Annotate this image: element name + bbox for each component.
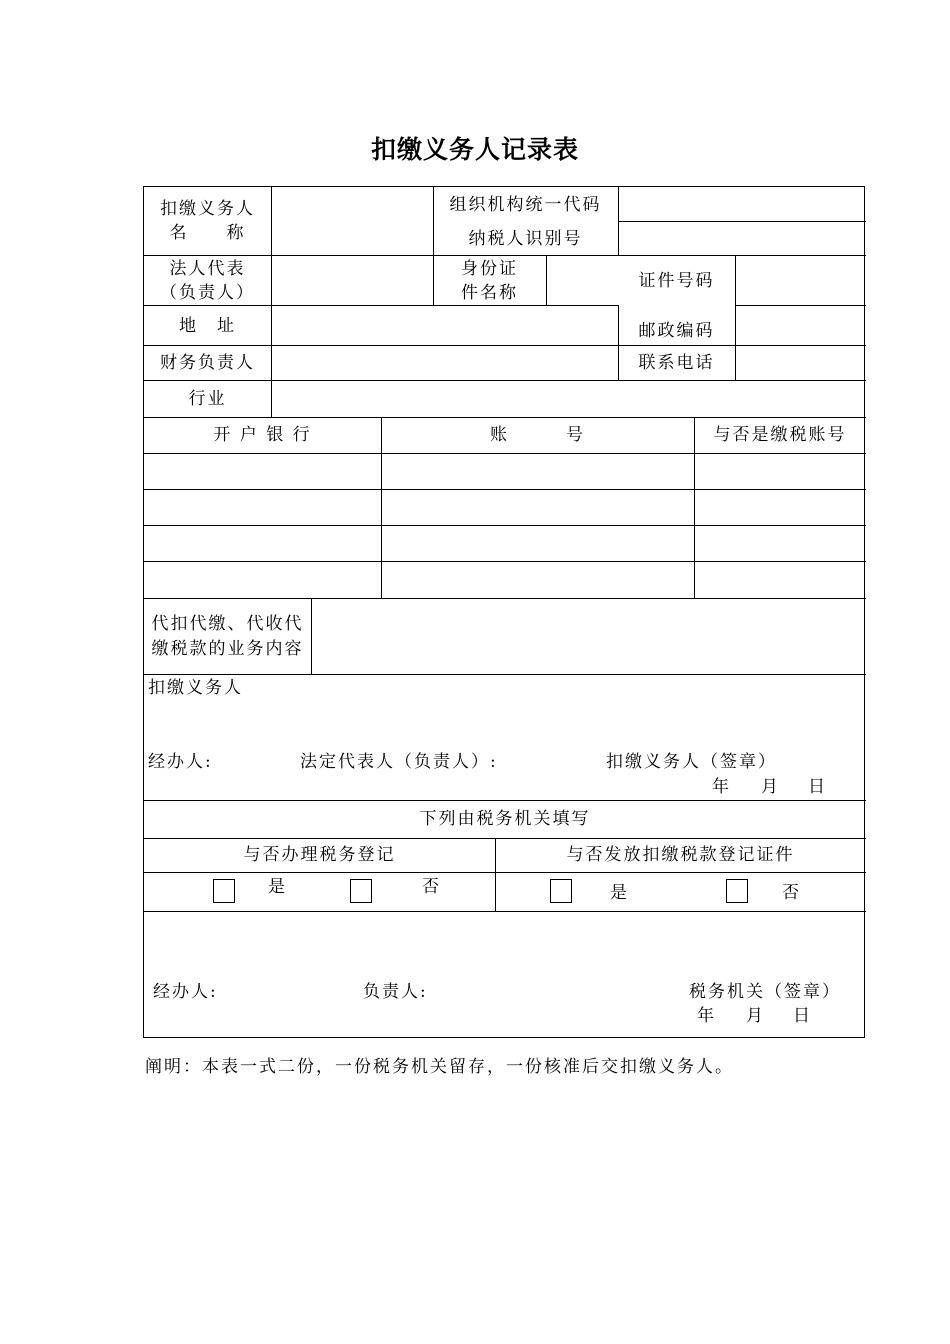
rule xyxy=(144,838,866,839)
withholder-seal-label: 扣缴义务人（签章） xyxy=(606,752,777,772)
certificate-yes-label: 是 xyxy=(610,883,629,903)
tax-date-year: 年 xyxy=(697,1006,716,1026)
finance-head-label: 财务负责人 xyxy=(160,353,255,373)
org-code-label: 组织机构统一代码 xyxy=(449,195,602,215)
register-no-checkbox[interactable] xyxy=(350,879,372,903)
date-day: 日 xyxy=(808,777,827,797)
rule xyxy=(735,255,736,380)
register-yes-label: 是 xyxy=(268,877,287,897)
withholder-name-label: 扣缴义务人 xyxy=(160,199,255,219)
footnote: 阐明：本表一式二份，一份税务机关留存，一份核准后交扣缴义务人。 xyxy=(145,1057,734,1077)
rule xyxy=(144,872,866,873)
register-column-header: 与否办理税务登记 xyxy=(243,845,396,865)
rule xyxy=(144,453,866,454)
date-month: 月 xyxy=(761,777,780,797)
account-column-header: 账 号 xyxy=(490,425,585,445)
rule xyxy=(311,598,312,674)
withholder-heading: 扣缴义务人 xyxy=(148,678,243,698)
register-yes-checkbox[interactable] xyxy=(213,879,235,903)
business-content-label: 代扣代缴、代收代 xyxy=(151,614,304,634)
rule xyxy=(144,598,866,599)
phone-label: 联系电话 xyxy=(638,353,715,373)
rule xyxy=(144,674,866,675)
handler-label: 经办人: xyxy=(148,752,213,772)
address-label: 地 址 xyxy=(179,316,236,336)
record-form xyxy=(143,186,865,1038)
id-doc-label-2: 件名称 xyxy=(461,283,518,303)
date-year: 年 xyxy=(712,777,731,797)
page-title: 扣缴义务人记录表 xyxy=(370,135,579,164)
certificate-no-label: 否 xyxy=(782,883,801,903)
tax-person-in-charge-label: 负责人: xyxy=(363,982,428,1002)
rule xyxy=(144,380,866,381)
tax-date-month: 月 xyxy=(746,1006,765,1026)
rule xyxy=(735,305,866,306)
taxpayer-id-label: 纳税人识别号 xyxy=(468,229,583,249)
rule xyxy=(144,489,866,490)
rule xyxy=(144,561,866,562)
id-doc-label: 身份证 xyxy=(461,259,518,279)
register-no-label: 否 xyxy=(422,877,441,897)
certificate-no-checkbox[interactable] xyxy=(726,879,748,903)
rule xyxy=(144,911,866,912)
legal-rep-label-2: （负责人） xyxy=(160,283,255,303)
certificate-yes-checkbox[interactable] xyxy=(550,879,572,903)
tax-office-seal-label: 税务机关（签章） xyxy=(689,982,841,1002)
rule xyxy=(144,305,618,306)
industry-label: 行业 xyxy=(188,389,227,409)
rule xyxy=(144,255,866,256)
business-content-label-2: 缴税款的业务内容 xyxy=(151,639,304,659)
rule xyxy=(618,187,619,255)
legal-rep-label: 法人代表 xyxy=(169,259,246,279)
rule xyxy=(618,221,866,222)
tax-office-heading: 下列由税务机关填写 xyxy=(419,809,591,829)
rule xyxy=(144,525,866,526)
id-number-label: 证件号码 xyxy=(638,271,715,291)
tax-account-column-header: 与否是缴税账号 xyxy=(713,425,847,445)
tax-handler-label: 经办人: xyxy=(153,982,218,1002)
postal-code-label: 邮政编码 xyxy=(638,321,715,341)
legal-rep-sign-label: 法定代表人（负责人）: xyxy=(300,752,498,772)
tax-date-day: 日 xyxy=(793,1006,812,1026)
rule xyxy=(546,255,547,305)
withholder-name-label-2: 名 称 xyxy=(169,223,246,243)
certificate-column-header: 与否发放扣缴税款登记证件 xyxy=(566,845,795,865)
rule xyxy=(271,187,272,417)
rule xyxy=(144,417,866,418)
bank-column-header: 开 户 银 行 xyxy=(213,425,312,445)
rule xyxy=(144,345,866,346)
rule xyxy=(144,800,866,801)
